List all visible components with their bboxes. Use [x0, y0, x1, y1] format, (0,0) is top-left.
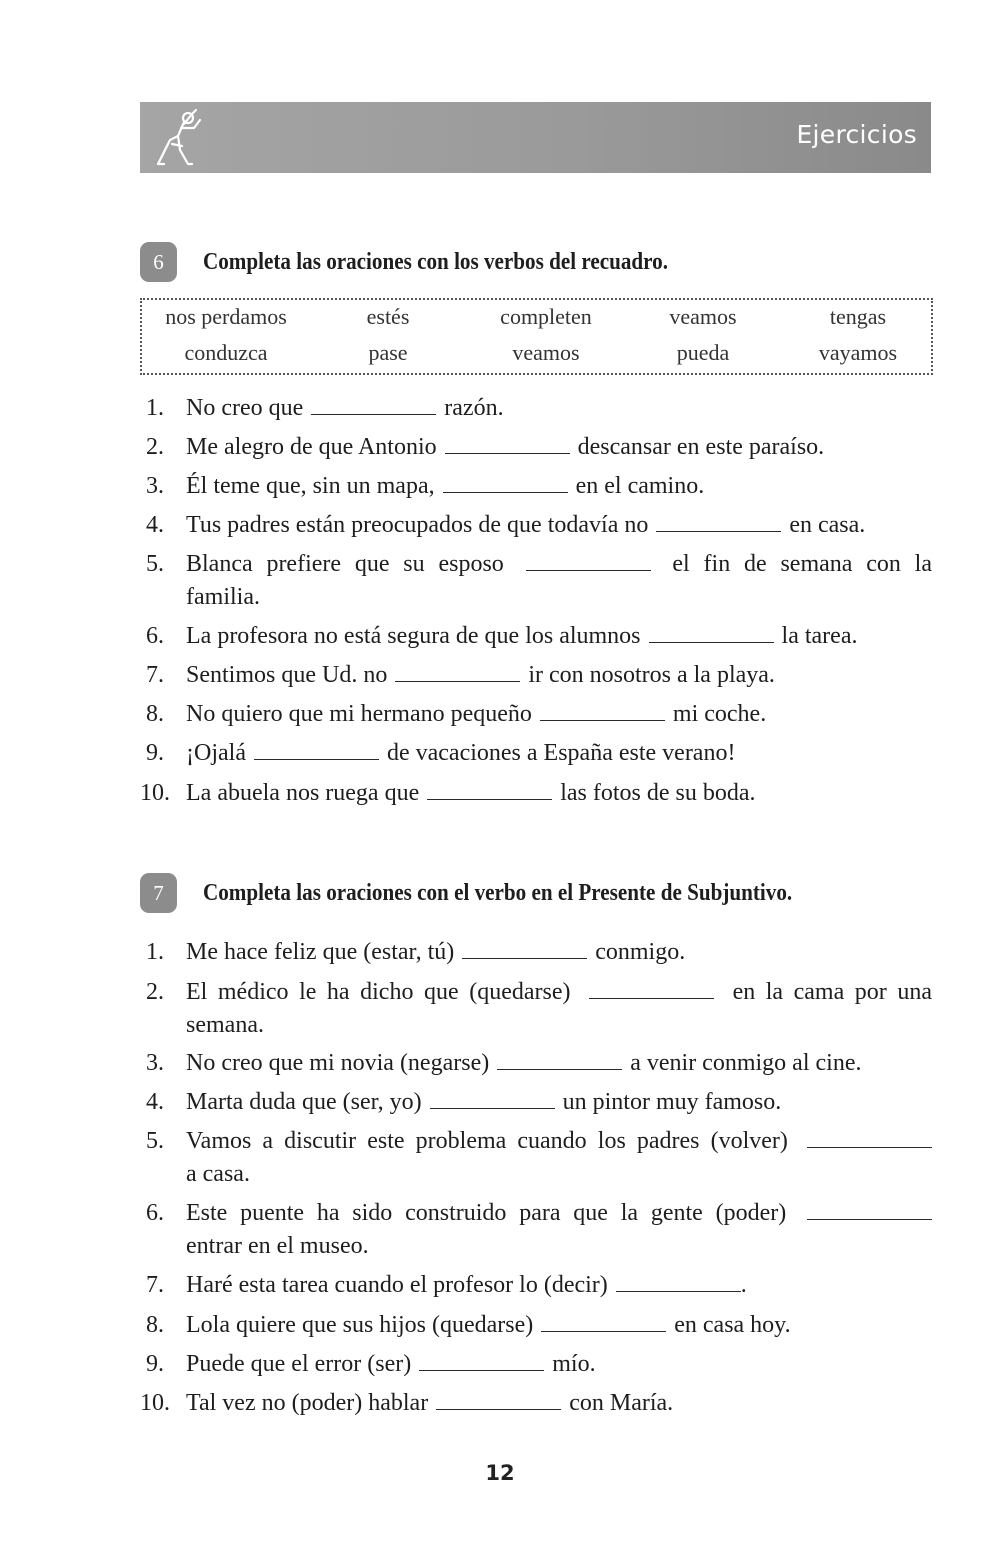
- item-number: 1.: [146, 395, 164, 421]
- answer-blank[interactable]: [311, 394, 436, 415]
- exercise-number-badge: 7: [140, 873, 177, 913]
- item-text-after: en la cama por una: [732, 979, 932, 1005]
- word-bank-item: pase: [368, 340, 408, 365]
- page-number: 12: [485, 1461, 515, 1485]
- item-text-before: Tal vez no (poder) hablar: [186, 1390, 429, 1416]
- answer-blank[interactable]: [807, 1199, 932, 1220]
- answer-blank[interactable]: [656, 511, 781, 532]
- item-number: 8.: [146, 1312, 164, 1338]
- item-text-before: Sentimos que Ud. no: [186, 662, 388, 688]
- item-text-before: No creo que: [186, 395, 304, 421]
- answer-blank[interactable]: [616, 1271, 741, 1292]
- word-bank-item: tengas: [829, 304, 887, 329]
- item-text-before: Me hace feliz que (estar, tú): [186, 939, 455, 965]
- item-text-after: conmigo.: [595, 939, 686, 965]
- item-text-after: con María.: [569, 1390, 674, 1416]
- word-bank-item: estés: [366, 304, 410, 329]
- item-text-before: Tus padres están preocupados de que todavía no: [186, 512, 649, 538]
- word-bank-box: [140, 298, 933, 375]
- item-text-after: descansar en este paraíso.: [577, 434, 825, 460]
- item-number: 5.: [146, 551, 164, 577]
- answer-blank[interactable]: [395, 661, 520, 682]
- word-bank-item: veamos: [512, 340, 580, 365]
- word-bank-item: vayamos: [818, 340, 898, 365]
- stretching-person-icon: [150, 106, 206, 170]
- item-text-before: La abuela nos ruega que: [186, 780, 420, 806]
- item-number: 3.: [146, 473, 164, 499]
- item-number: 5.: [146, 1128, 164, 1154]
- item-text-before: Este puente ha sido construido para que la gente (poder): [186, 1200, 787, 1226]
- answer-blank[interactable]: [419, 1350, 544, 1371]
- item-text-after: el fin de semana con la: [672, 551, 933, 577]
- answer-blank[interactable]: [807, 1127, 932, 1148]
- item-text-after: a venir conmigo al cine.: [630, 1050, 862, 1076]
- item-continuation: semana.: [186, 1012, 264, 1038]
- item-text-after: mi coche.: [672, 701, 767, 727]
- item-number: 10.: [140, 1390, 170, 1416]
- word-bank-item: conduzca: [184, 340, 268, 365]
- item-text-after: .: [740, 1272, 747, 1298]
- item-text-before: El médico le ha dicho que (quedarse): [186, 979, 571, 1005]
- item-number: 2.: [146, 434, 164, 460]
- item-text-before: Puede que el error (ser): [186, 1351, 412, 1377]
- item-number: 2.: [146, 979, 164, 1005]
- item-number: 7.: [146, 1272, 164, 1298]
- answer-blank[interactable]: [427, 779, 552, 800]
- exercise-instruction: Completa las oraciones con el verbo en el Presente de Subjuntivo.: [203, 879, 793, 906]
- item-text-before: La profesora no está segura de que los alumnos: [186, 623, 641, 649]
- item-text-after: un pintor muy famoso.: [562, 1089, 782, 1115]
- item-number: 10.: [140, 780, 170, 806]
- item-number: 9.: [146, 1351, 164, 1377]
- item-text-after: ir con nosotros a la playa.: [528, 662, 775, 688]
- answer-blank[interactable]: [445, 433, 570, 454]
- item-number: 6.: [146, 623, 164, 649]
- item-number: 9.: [146, 740, 164, 766]
- item-number: 1.: [146, 939, 164, 965]
- item-continuation: familia.: [186, 584, 260, 610]
- item-continuation: a casa.: [186, 1161, 250, 1187]
- item-number: 4.: [146, 512, 164, 538]
- item-text-before: Lola quiere que sus hijos (quedarse): [186, 1312, 534, 1338]
- item-text-before: No quiero que mi hermano pequeño: [186, 701, 532, 727]
- item-text-after: la tarea.: [781, 623, 858, 649]
- item-text-before: Marta duda que (ser, yo): [186, 1089, 422, 1115]
- word-bank-item: veamos: [669, 304, 737, 329]
- item-text-after: en casa hoy.: [674, 1312, 791, 1338]
- item-number: 3.: [146, 1050, 164, 1076]
- exercise-number-badge: 6: [140, 242, 177, 282]
- item-text-after: mío.: [552, 1351, 596, 1377]
- item-text-after: en el camino.: [575, 473, 705, 499]
- item-text-before: Vamos a discutir este problema cuando los padres (volver): [186, 1128, 788, 1154]
- banner-title: Ejercicios: [796, 120, 917, 149]
- answer-blank[interactable]: [462, 938, 587, 959]
- item-text-before: ¡Ojalá: [186, 740, 246, 766]
- answer-blank[interactable]: [589, 978, 714, 999]
- word-bank-item: pueda: [676, 340, 730, 365]
- answer-blank[interactable]: [649, 622, 774, 643]
- word-bank-item: completen: [500, 304, 592, 329]
- item-text-after: las fotos de su boda.: [560, 780, 756, 806]
- answer-blank[interactable]: [254, 739, 379, 760]
- answer-blank[interactable]: [443, 472, 568, 493]
- item-number: 6.: [146, 1200, 164, 1226]
- answer-blank[interactable]: [526, 550, 651, 571]
- answer-blank[interactable]: [541, 1311, 666, 1332]
- item-continuation: entrar en el museo.: [186, 1233, 369, 1259]
- item-text-after: en casa.: [789, 512, 866, 538]
- item-text-before: Haré esta tarea cuando el profesor lo (decir): [186, 1272, 608, 1298]
- item-text-before: No creo que mi novia (negarse): [186, 1050, 490, 1076]
- item-number: 7.: [146, 662, 164, 688]
- item-number: 8.: [146, 701, 164, 727]
- item-text-before: Blanca prefiere que su esposo: [186, 551, 504, 577]
- item-text-before: Me alegro de que Antonio: [186, 434, 437, 460]
- answer-blank[interactable]: [497, 1049, 622, 1070]
- item-number: 4.: [146, 1089, 164, 1115]
- section-banner: [140, 102, 931, 173]
- answer-blank[interactable]: [436, 1389, 561, 1410]
- answer-blank[interactable]: [540, 700, 665, 721]
- exercise-7-heading: [140, 873, 873, 913]
- item-text-before: Él teme que, sin un mapa,: [186, 473, 435, 499]
- word-bank-item: nos perdamos: [165, 304, 287, 329]
- item-text-after: de vacaciones a España este verano!: [386, 740, 736, 766]
- exercise-instruction: Completa las oraciones con los verbos del recuadro.: [203, 248, 669, 275]
- item-text-after: razón.: [444, 395, 504, 421]
- answer-blank[interactable]: [430, 1088, 555, 1109]
- exercise-6-heading: [140, 242, 731, 282]
